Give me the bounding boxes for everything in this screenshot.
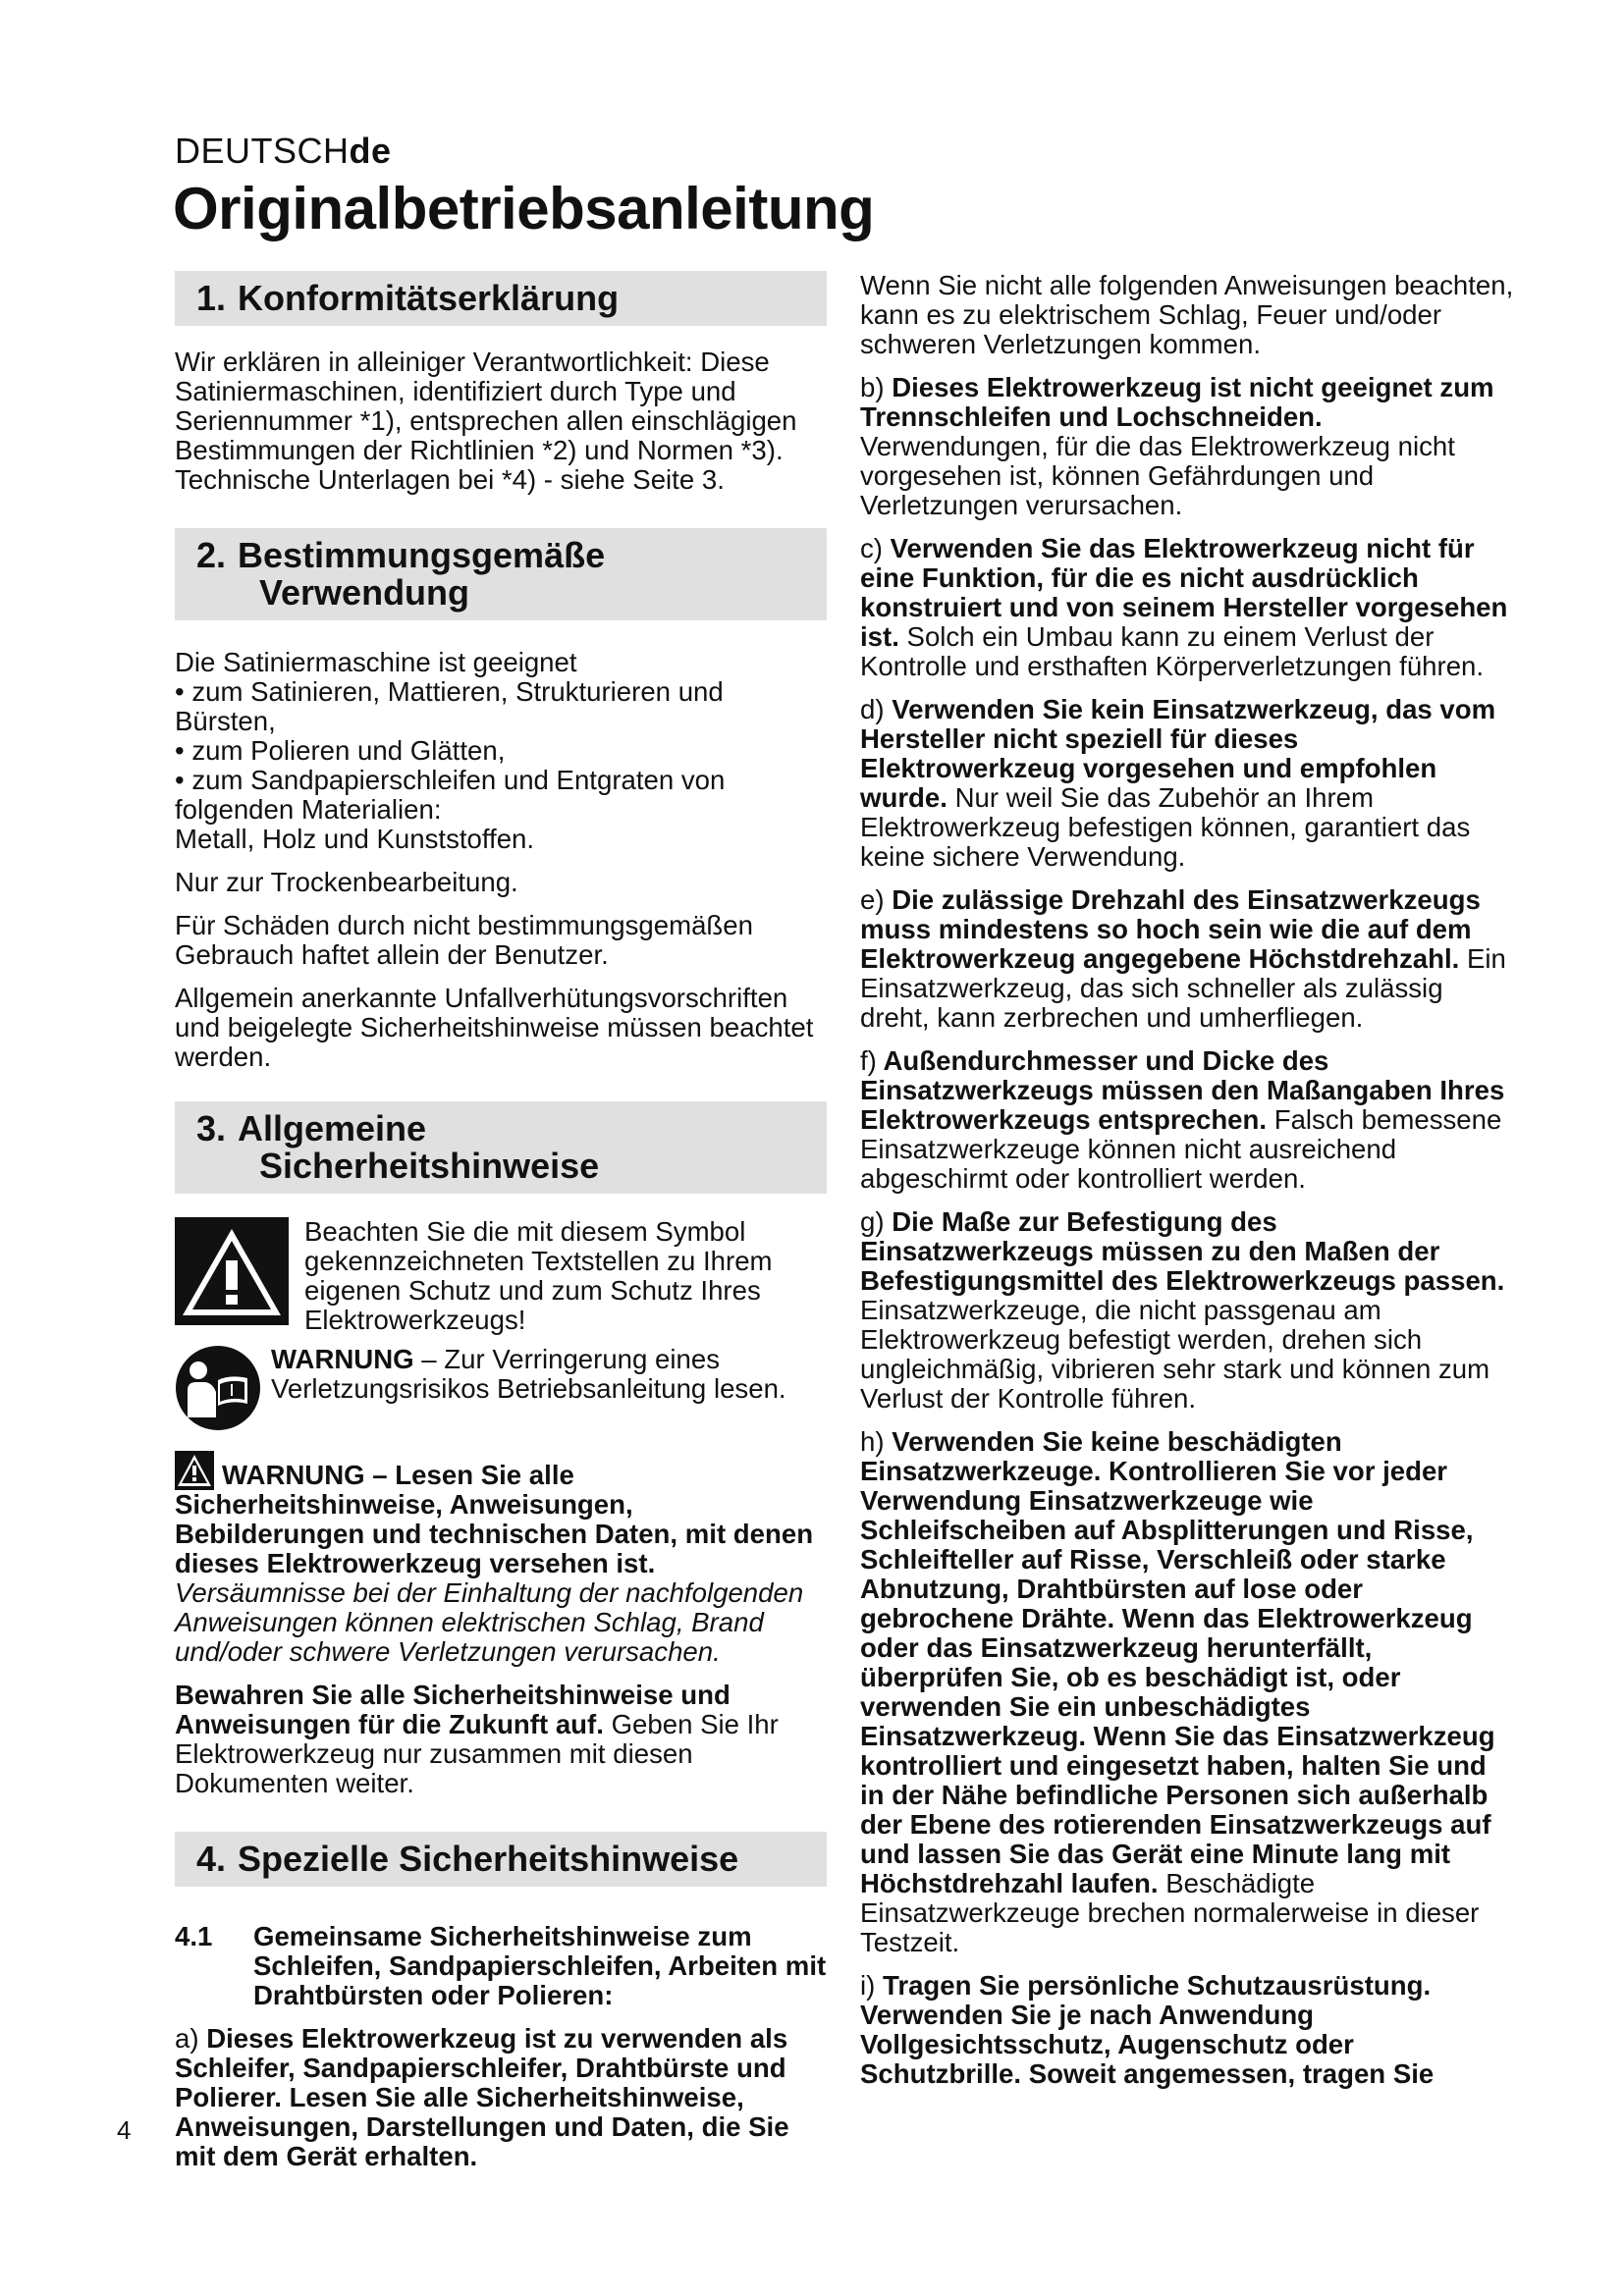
item-a-continued: Wenn Sie nicht alle folgenden Anweisungen beachten, kann es zu elektrischem Schlag, Feuer und/oder schweren Verletzungen kommen.	[860, 270, 1514, 359]
page-title: Originalbetriebsanleitung	[173, 176, 875, 241]
keep-instructions: Bewahren Sie alle Sicherheitshinweise und Anweisungen für die Zukunft auf. Geben Sie Ihr Elektrowerkzeug nur zusammen mit diesen Dokumenten weiter.	[175, 1680, 779, 1798]
symbol-note	[175, 1217, 827, 1335]
liability-note: Für Schäden durch nicht bestimmungsgemäßen Gebrauch haftet allein der Benutzer.	[175, 910, 753, 970]
item-c: c) Verwenden Sie das Elektrowerkzeug nicht für eine Funktion, für die es nicht ausdrücklich konstruiert und von seinem Hersteller vorgesehen ist. Solch ein Umbau kann zu einem Verlust der Kontrolle und ersthaften Körperverletzungen führen.	[860, 533, 1508, 681]
warning-triangle-icon	[175, 1217, 289, 1325]
section-1-heading: 1. Konformitätserklärung	[175, 271, 827, 326]
dry-use-note: Nur zur Trockenbearbeitung.	[175, 867, 518, 897]
section-4-heading: 4. Spezielle Sicherheitshinweise	[175, 1832, 827, 1887]
symbol-note-text: Beachten Sie die mit diesem Symbol gekennzeichneten Textstellen zu Ihrem eigenen Schutz und zum Schutz Ihres Elektrowerkzeugs!	[304, 1216, 773, 1335]
language-label	[175, 131, 392, 172]
read-manual-note	[175, 1345, 827, 1431]
item-f: f) Außendurchmesser und Dicke des Einsatzwerkzeugs müssen den Maßangaben Ihres Elektrowerkzeugs entsprechen. Falsch bemessene Einsatzwerkzeuge können nicht ausreichend abgeschirmt oder kontrolliert werden.	[860, 1045, 1505, 1194]
item-i: i) Tragen Sie persönliche Schutzausrüstung. Verwenden Sie je nach Anwendung Vollgesichtsschutz, Augenschutz oder Schutzbrille. Soweit angemessen, tragen Sie	[860, 1970, 1435, 2089]
left-column	[175, 271, 827, 2185]
item-d: d) Verwenden Sie kein Einsatzwerkzeug, das vom Hersteller nicht speziell für dieses Elektrowerkzeug vorgesehen und empfohlen wurde. Nur weil Sie das Zubehör an Ihrem Elektrowerkzeug befestigen können, garantiert das keine sichere Verwendung.	[860, 694, 1496, 872]
rules-note: Allgemein anerkannte Unfallverhütungsvorschriften und beigelegte Sicherheitshinweise müssen beachtet werden.	[175, 983, 814, 1072]
language-prefix: DEUTSCH	[175, 131, 350, 171]
subsection-4-1-heading: 4.1 Gemeinsame Sicherheitshinweise zum Schleifen, Sandpapierschleifen, Arbeiten mit Drahtbürsten oder Polieren:	[175, 1921, 827, 2010]
item-b: b) Dieses Elektrowerkzeug ist nicht geeignet zum Trennschleifen und Lochschneiden. Verwendungen, für die das Elektrowerkzeug nicht vorgesehen ist, können Gefährdungen und Verletzungen verursachen.	[860, 372, 1494, 520]
item-a: a) Dieses Elektrowerkzeug ist zu verwenden als Schleifer, Sandpapierschleifer, Drahtbürste und Polierer. Lesen Sie alle Sicherheitshinweise, Anweisungen, Darstellungen und Daten, die Sie mit dem Gerät erhalten.	[175, 2023, 789, 2171]
page-number: 4	[117, 2115, 132, 2145]
section-1-text: Wir erklären in alleiniger Verantwortlichkeit: Diese Satiniermaschinen, identifiziert durch Type und Seriennummer *1), entsprechen allen einschlägigen Bestimmungen der Richtlinien *2) und Normen *3). Technische Unterlagen bei *4) - siehe Seite 3.	[175, 347, 797, 495]
language-code: de	[349, 131, 392, 171]
right-column	[860, 271, 1516, 2103]
read-manual-text: WARNUNG – Zur Verringerung eines Verletzungsrisikos Betriebsanleitung lesen.	[271, 1344, 786, 1404]
item-e: e) Die zulässige Drehzahl des Einsatzwerkzeugs muss mindestens so hoch sein wie die auf dem Elektrowerkzeug angegebene Höchstdrehzahl. Ein Einsatzwerkzeug, das sich schneller als zulässig dreht, kann zerbrechen und umherfliegen.	[860, 884, 1506, 1033]
item-g: g) Die Maße zur Befestigung des Einsatzwerkzeugs müssen zu den Maßen der Befestigungsmittel des Elektrowerkzeugs passen. Einsatzwerkzeuge, die nicht passgenau am Elektrowerkzeug befestigt werden, drehen sich ungleichmäßig, vibrieren sehr stark und können zum Verlust der Kontrolle führen.	[860, 1206, 1505, 1414]
section-3-heading: 3. Allgemeine Sicherheitshinweise	[175, 1101, 827, 1194]
read-manual-icon	[175, 1345, 261, 1431]
section-2-heading: 2. Bestimmungsgemäße Verwendung	[175, 528, 827, 620]
section-2-body: Die Satiniermaschine ist geeignet • zum Satinieren, Mattieren, Strukturieren und Bürsten, • zum Polieren und Glätten, • zum Sandpapierschleifen und Entgraten von folgenden Materialien: Metall, Holz und Kunststoffen.	[175, 647, 726, 854]
warning-triangle-small-icon	[175, 1451, 214, 1490]
item-h: h) Verwenden Sie keine beschädigten Einsatzwerkzeuge. Kontrollieren Sie vor jeder Verwendung Einsatzwerkzeuge wie Schleifscheiben auf Absplitterungen und Risse, Schleifteller auf Risse, Verschleiß oder starke Abnutzung, Drahtbürsten auf lose oder gebrochene Drähte. Wenn das Elektrowerkzeug oder das Einsatzwerkzeug herunterfällt, überprüfen Sie, ob es beschädigt ist, oder verwenden Sie ein unbeschädigtes Einsatzwerkzeug. Wenn Sie das Einsatzwerkzeug kontrolliert und eingesetzt haben, halten Sie und in der Nähe befindliche Personen sich außerhalb der Ebene des rotierenden Einsatzwerkzeugs auf und lassen Sie das Gerät eine Minute lang mit Höchstdrehzahl laufen. Beschädigte Einsatzwerkzeuge brechen normalerweise in dieser Testzeit.	[860, 1426, 1495, 1957]
general-warning: WARNUNG – Lesen Sie alle Sicherheitshinweise, Anweisungen, Bebilderungen und technischen Daten, mit denen dieses Elektrowerkzeug versehen ist. Versäumnisse bei der Einhaltung der nachfolgenden Anweisungen können elektrischen Schlag, Brand und/oder schwere Verletzungen verursachen.	[175, 1451, 827, 1667]
